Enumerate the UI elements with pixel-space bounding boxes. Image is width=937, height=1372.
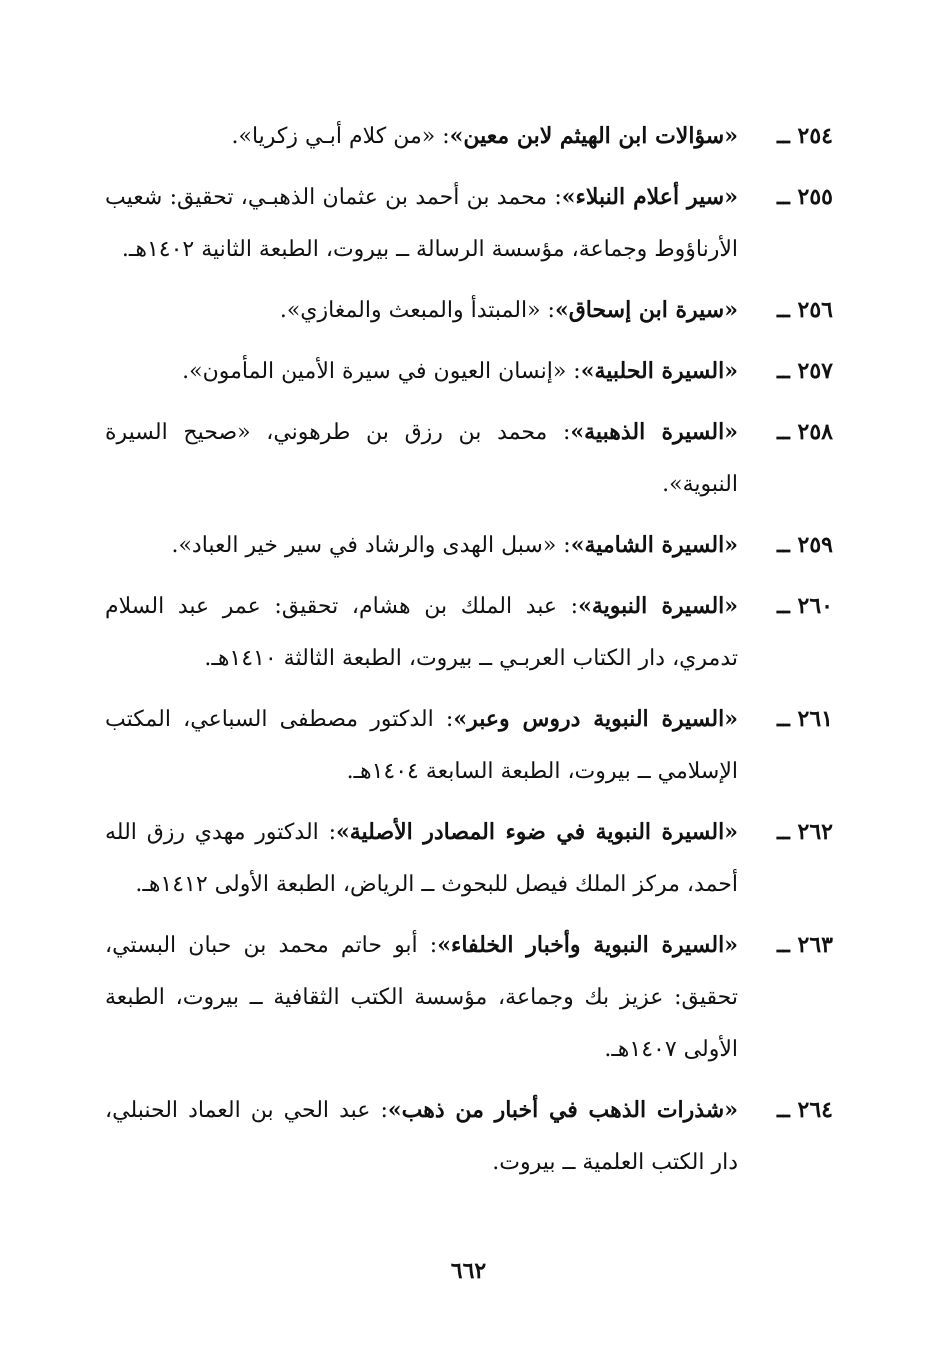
entry-number: ٢٦٢ ــ [776,819,833,845]
entry-number: ٢٦١ ــ [776,706,833,732]
bibliography-entry [105,110,833,163]
entry-title: «سير أعلام النبلاء» [561,184,738,210]
entry-text: : «سبل الهدى والرشاد في سير خير العباد». [171,533,571,558]
bibliography-list [105,110,833,1197]
entry-text: : أبو حاتم محمد بن حبان البستي، تحقيق: عزيز بك وجماعة، مؤسسة الكتب الثقافية ــ بيروت، الطبعة الأولى ١٤٠٧هـ. [105,933,738,1062]
entry-text: : الدكتور مصطفى السباعي، المكتب الإسلامي ــ بيروت، الطبعة السابعة ١٤٠٤هـ. [105,707,738,784]
entry-number: ٢٥٦ ــ [776,297,833,323]
entry-number: ٢٦٤ ــ [776,1097,833,1123]
entry-text: : الدكتور مهدي رزق الله أحمد، مركز الملك فيصل للبحوث ــ الرياض، الطبعة الأولى ١٤١٢هـ. [105,820,738,897]
entry-number: ٢٥٨ ــ [776,419,833,445]
bibliography-entry [105,284,833,337]
entry-text: : عبد الحي بن العماد الحنبلي، دار الكتب العلمية ــ بيروت. [105,1098,738,1175]
entry-title: «السيرة النبوية في ضوء المصادر الأصلية» [335,819,738,845]
entry-number: ٢٦٠ ــ [776,593,833,619]
entry-title: «سيرة ابن إسحاق» [554,297,738,323]
entry-title: «السيرة النبوية دروس وعبر» [453,706,739,732]
page-number: ٦٦٢ [450,1258,487,1284]
entry-text: : «المبتدأ والمبعث والمغازي». [279,298,555,323]
bibliography-entry [105,693,833,798]
entry-text: : «إنسان العيون في سيرة الأمين المأمون». [182,359,581,384]
entry-title: «السيرة النبوية» [578,593,739,619]
entry-title: «السيرة الشامية» [570,532,738,558]
entry-title: «سؤالات ابن الهيثم لابن معين» [449,123,738,149]
entry-number: ٢٥٧ ــ [776,358,833,384]
entry-text: : محمد بن أحمد بن عثمان الذهبـي، تحقيق: شعيب الأرناؤوط وجماعة، مؤسسة الرسالة ــ بيروت، الطبعة الثانية ١٤٠٢هـ. [105,185,738,262]
bibliography-entry [105,519,833,572]
entry-title: «شذرات الذهب في أخبار من ذهب» [387,1097,738,1123]
bibliography-entry [105,171,833,276]
bibliography-entry [105,406,833,511]
entry-title: «السيرة النبوية وأخبار الخلفاء» [437,932,738,958]
entry-number: ٢٥٤ ــ [776,123,833,149]
entry-text: : محمد بن رزق بن طرهوني، «صحيح السيرة النبوية». [105,420,738,497]
entry-title: «السيرة الحلبية» [580,358,738,384]
entry-number: ٢٥٩ ــ [776,532,833,558]
bibliography-entry [105,806,833,911]
entry-text: : «من كلام أبـي زكريا». [231,124,450,149]
bibliography-entry [105,345,833,398]
entry-title: «السيرة الذهبية» [570,419,738,445]
entry-number: ٢٦٣ ــ [776,932,833,958]
bibliography-entry [105,1084,833,1189]
entry-number: ٢٥٥ ــ [776,184,833,210]
bibliography-entry [105,580,833,685]
bibliography-entry [105,919,833,1076]
entry-text: : عبد الملك بن هشام، تحقيق: عمر عبد السلام تدمري، دار الكتاب العربـي ــ بيروت، الطبعة الثالثة ١٤١٠هـ. [105,594,738,671]
